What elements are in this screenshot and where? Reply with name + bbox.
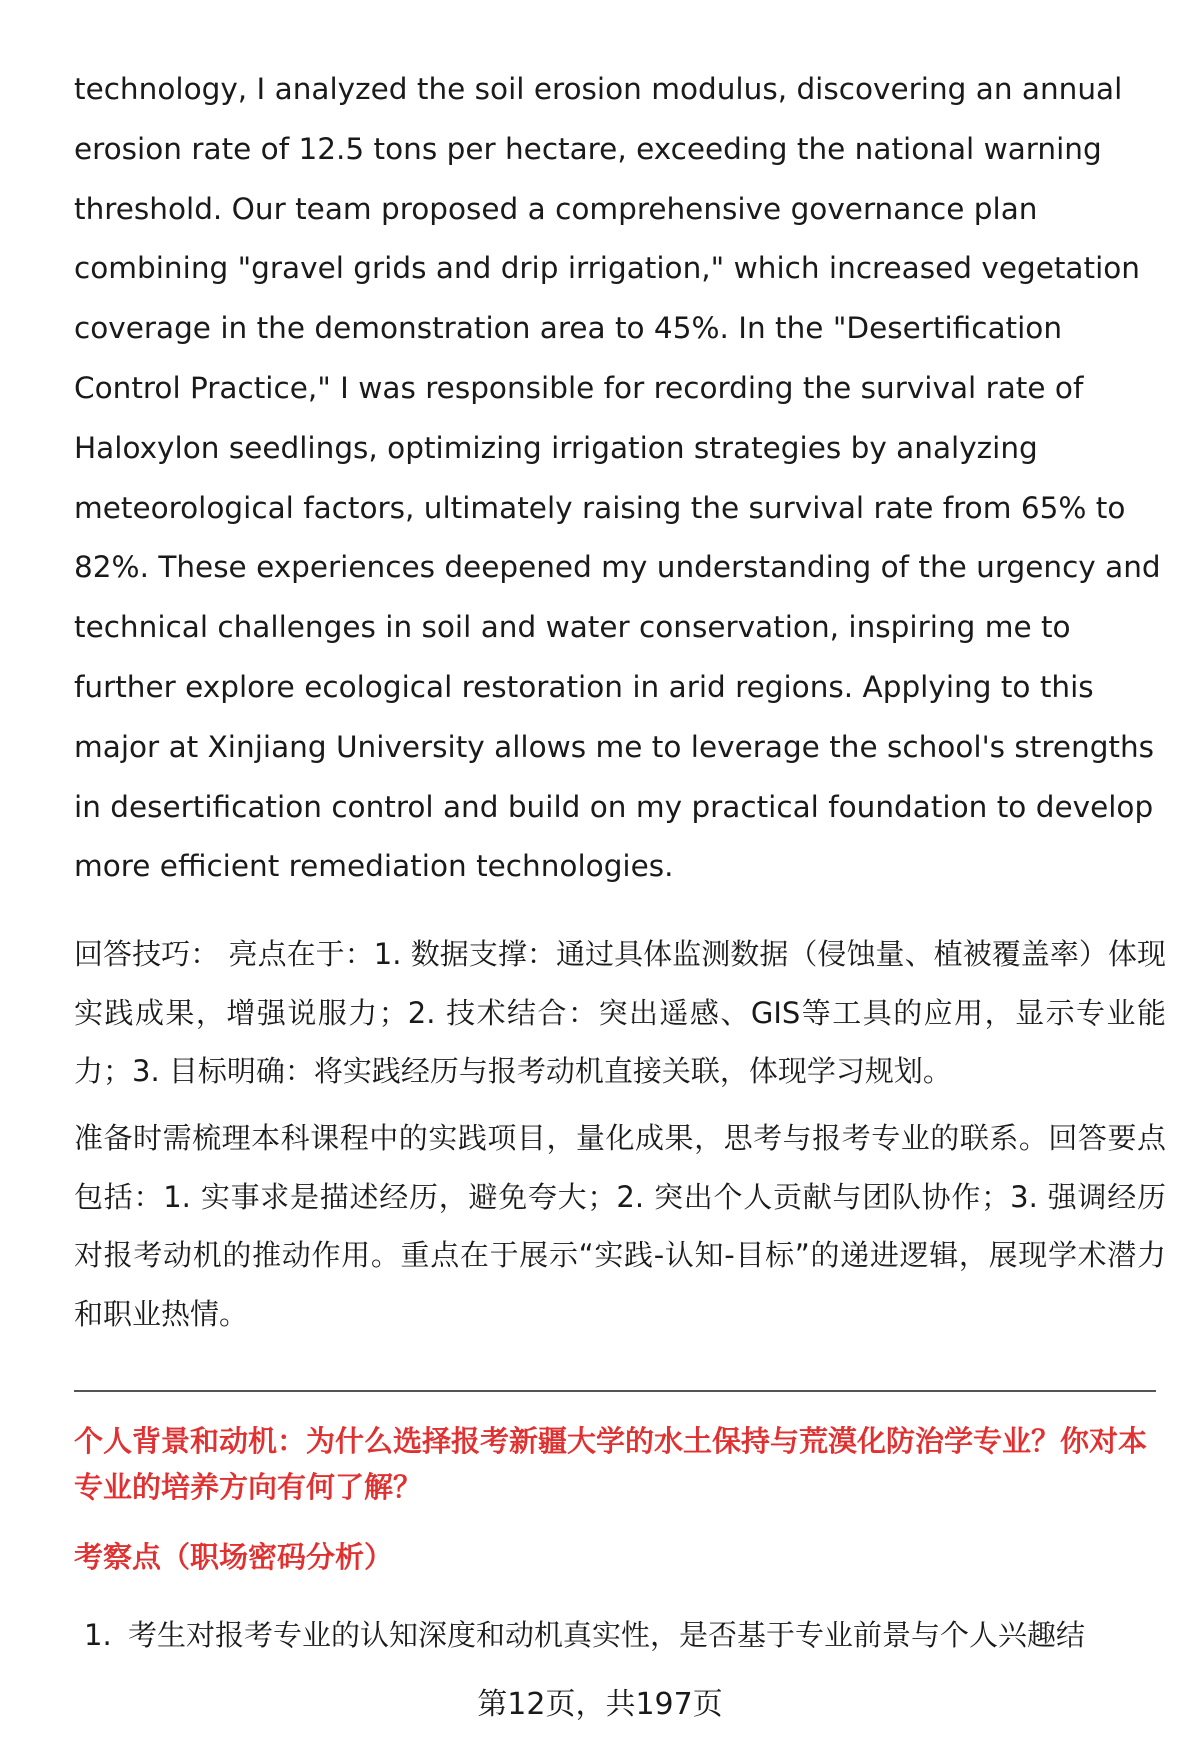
section-divider: [74, 1390, 1156, 1392]
exam-points-heading: 考察点（职场密码分析）: [74, 1540, 394, 1574]
list-item: [84, 1612, 1164, 1658]
preparation-paragraph: 准备时需梳理本科课程中的实践项目，量化成果，思考与报考专业的联系。回答要点包括：1. 实事求是描述经历，避免夸大；2. 突出个人贡献与团队协作；3. 强调经历对报考动机的推动作用。重点在于展示“实践-认知-目标”的递进逻辑，展现学术潜力和职业热情。: [74, 1121, 1166, 1331]
answer-tips-paragraph: 回答技巧： 亮点在于：1. 数据支撑：通过具体监测数据（侵蚀量、植被覆盖率）体现实践成果，增强说服力；2. 技术结合：突出遥感、GIS等工具的应用，显示专业能力；3. 目标明确：将实践经历与报考动机直接关联，体现学习规划。: [74, 937, 1166, 1088]
question-heading: 个人背景和动机：为什么选择报考新疆大学的水土保持与荒漠化防治学专业？你对本专业的培养方向有何了解？: [74, 1424, 1148, 1504]
body-paragraph-english: technology, I analyzed the soil erosion modulus, discovering an annual erosion rate of 12.5 tons per hectare, exceeding the national warning threshold. Our team proposed a comprehensive governance plan combining "gravel grids and drip irrigation," which increased vegetation coverage in the demonstration area to 45%. In the "Desertification Control Practice," I was responsible for recording the survival rate of Haloxylon seedlings, optimizing irrigation strategies by analyzing meteorological factors, ultimately raising the survival rate from 65% to 82%. These experiences deepened my understanding of the urgency and technical challenges in soil and water conservation, inspiring me to further explore ecological restoration in arid regions. Applying to this major at Xinjiang University allows me to leverage the school's strengths in desertification control and build on my practical foundation to develop more efficient remediation technologies.: [74, 72, 1161, 884]
list-item-number: 1.: [84, 1618, 112, 1652]
list-item-text: 考生对报考专业的认知深度和动机真实性，是否基于专业前景与个人兴趣结: [128, 1618, 1086, 1652]
page-number-footer: 第12页，共197页: [477, 1687, 723, 1722]
